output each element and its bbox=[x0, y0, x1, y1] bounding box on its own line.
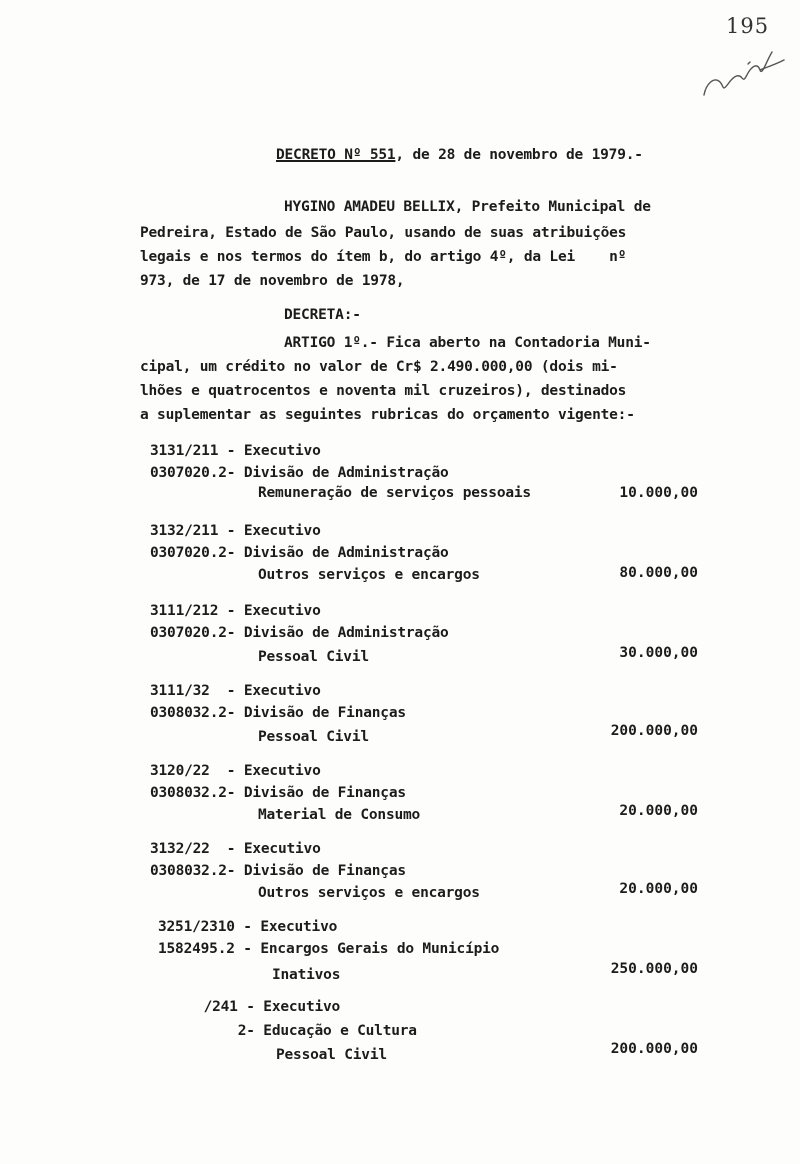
entry-3-division: 0307020.2- Divisão de Administração bbox=[150, 625, 449, 641]
entry-5-code: 3120/22 - Executivo bbox=[150, 763, 321, 779]
entry-6-amount: 20.000,00 bbox=[619, 881, 698, 897]
entry-4-division: 0308032.2- Divisão de Finanças bbox=[150, 705, 406, 721]
entry-3-amount: 30.000,00 bbox=[619, 645, 698, 661]
entry-4-description: Pessoal Civil bbox=[258, 729, 369, 745]
artigo-line-3: lhões e quatrocentos e noventa mil cruzeiros), destinados bbox=[140, 383, 627, 399]
entry-1-division: 0307020.2- Divisão de Administração bbox=[150, 465, 449, 481]
entry-7-description: Inativos bbox=[272, 967, 341, 983]
artigo-line-4: a suplementar as seguintes rubricas do orçamento vigente:- bbox=[140, 407, 635, 423]
entry-5-division: 0308032.2- Divisão de Finanças bbox=[150, 785, 406, 801]
entry-8-amount: 200.000,00 bbox=[610, 1041, 698, 1057]
entry-1-description: Remuneração de serviços pessoais bbox=[258, 485, 531, 501]
handwritten-initials bbox=[700, 40, 790, 100]
entry-2-code: 3132/211 - Executivo bbox=[150, 523, 321, 539]
entry-7-code: 3251/2310 - Executivo bbox=[158, 919, 338, 935]
entry-3-description: Pessoal Civil bbox=[258, 649, 369, 665]
entry-7-division: 1582495.2 - Encargos Gerais do Município bbox=[158, 941, 500, 957]
entry-6-code: 3132/22 - Executivo bbox=[150, 841, 321, 857]
preamble-line-2: Pedreira, Estado de São Paulo, usando de suas atribuições bbox=[140, 225, 627, 241]
entry-4-code: 3111/32 - Executivo bbox=[150, 683, 321, 699]
entry-3-code: 3111/212 - Executivo bbox=[150, 603, 321, 619]
entry-7-amount: 250.000,00 bbox=[610, 961, 698, 977]
entry-5-description: Material de Consumo bbox=[258, 807, 421, 823]
entry-8-division: 2- Educação e Cultura bbox=[178, 1023, 417, 1039]
decree-date: , de 28 de novembro de 1979.- bbox=[395, 147, 643, 163]
entry-1-amount: 10.000,00 bbox=[619, 485, 698, 501]
entry-4-amount: 200.000,00 bbox=[610, 723, 698, 739]
entry-2-description: Outros serviços e encargos bbox=[258, 567, 480, 583]
artigo-line-1: ARTIGO 1º.- Fica aberto na Contadoria Muni- bbox=[284, 335, 651, 351]
entry-6-description: Outros serviços e encargos bbox=[258, 885, 480, 901]
entry-6-division: 0308032.2- Divisão de Finanças bbox=[150, 863, 406, 879]
entry-2-division: 0307020.2- Divisão de Administração bbox=[150, 545, 449, 561]
decree-number: DECRETO Nº 551 bbox=[276, 147, 396, 163]
preamble-line-4: 973, de 17 de novembro de 1978, bbox=[140, 273, 405, 289]
preamble-line-3: legais e nos termos do ítem b, do artigo 4º, da Lei nº bbox=[140, 249, 627, 265]
entry-1-code: 3131/211 - Executivo bbox=[150, 443, 321, 459]
page-number: 195 bbox=[726, 14, 770, 38]
entry-5-amount: 20.000,00 bbox=[619, 803, 698, 819]
decreta-heading: DECRETA:- bbox=[284, 307, 361, 323]
entry-8-description: Pessoal Civil bbox=[276, 1047, 387, 1063]
entry-2-amount: 80.000,00 bbox=[619, 565, 698, 581]
entry-8-code: /241 - Executivo bbox=[178, 999, 341, 1015]
artigo-line-2: cipal, um crédito no valor de Cr$ 2.490.000,00 (dois mi- bbox=[140, 359, 618, 375]
decree-title-line bbox=[276, 146, 643, 164]
preamble-line-1: HYGINO AMADEU BELLIX, Prefeito Municipal de bbox=[284, 199, 651, 215]
